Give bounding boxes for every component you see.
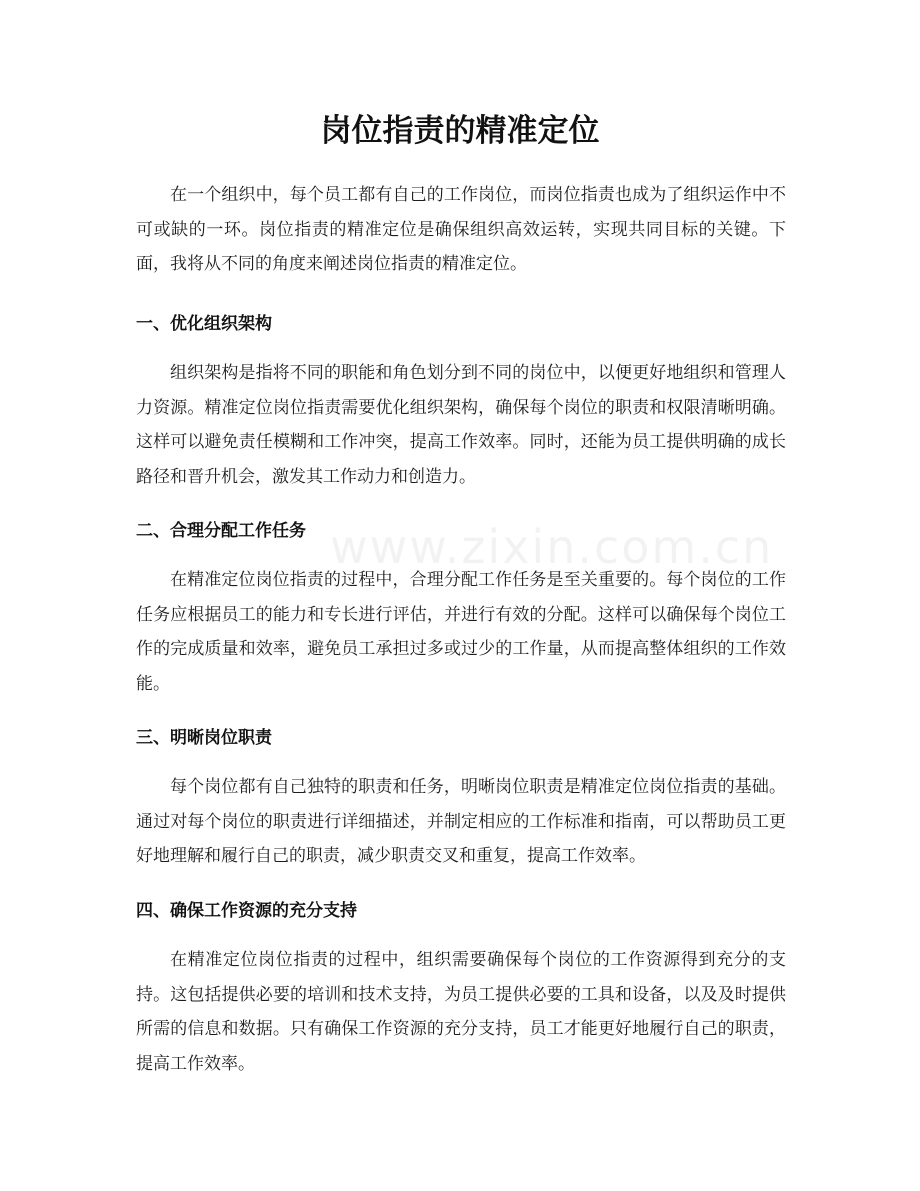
section-heading-3: 三、明晰岗位职责 [136, 728, 272, 748]
watermark: www.zixin.com.cn [330, 520, 774, 574]
section-body-1: 组织架构是指将不同的职能和角色划分到不同的岗位中，以便更好地组织和管理人力资源。精准定位岗位指责需要优化组织架构，确保每个岗位的职责和权限清晰明确。这样可以避免责任模糊和工作冲突，提高工作效率。同时，还能为员工提供明确的成长路径和晋升机会，激发其工作动力和创造力。 [136, 363, 786, 487]
section-body-3: 每个岗位都有自己独特的职责和任务，明晰岗位职责是精准定位岗位指责的基础。通过对每个岗位的职责进行详细描述，并制定相应的工作标准和指南，可以帮助员工更好地理解和履行自己的职责，减少职责交叉和重复，提高工作效率。 [136, 777, 786, 866]
section-heading-1: 一、优化组织架构 [136, 314, 272, 334]
section-heading-2: 二、合理分配工作任务 [136, 521, 306, 541]
section-heading-4: 四、确保工作资源的充分支持 [136, 901, 357, 921]
section-body-4: 在精准定位岗位指责的过程中，组织需要确保每个岗位的工作资源得到充分的支持。这包括提供必要的培训和技术支持，为员工提供必要的工具和设备，以及及时提供所需的信息和数据。只有确保工作资源的充分支持，员工才能更好地履行自己的职责，提高工作效率。 [136, 950, 786, 1074]
intro-paragraph: 在一个组织中，每个员工都有自己的工作岗位，而岗位指责也成为了组织运作中不可或缺的一环。岗位指责的精准定位是确保组织高效运转，实现共同目标的关键。下面，我将从不同的角度来阐述岗位指责的精准定位。 [136, 185, 786, 274]
page-title: 岗位指责的精准定位 [320, 113, 600, 149]
section-body-2: 在精准定位岗位指责的过程中，合理分配工作任务是至关重要的。每个岗位的工作任务应根据员工的能力和专长进行评估，并进行有效的分配。这样可以确保每个岗位工作的完成质量和效率，避免员工承担过多或过少的工作量，从而提高整体组织的工作效能。 [136, 570, 786, 694]
